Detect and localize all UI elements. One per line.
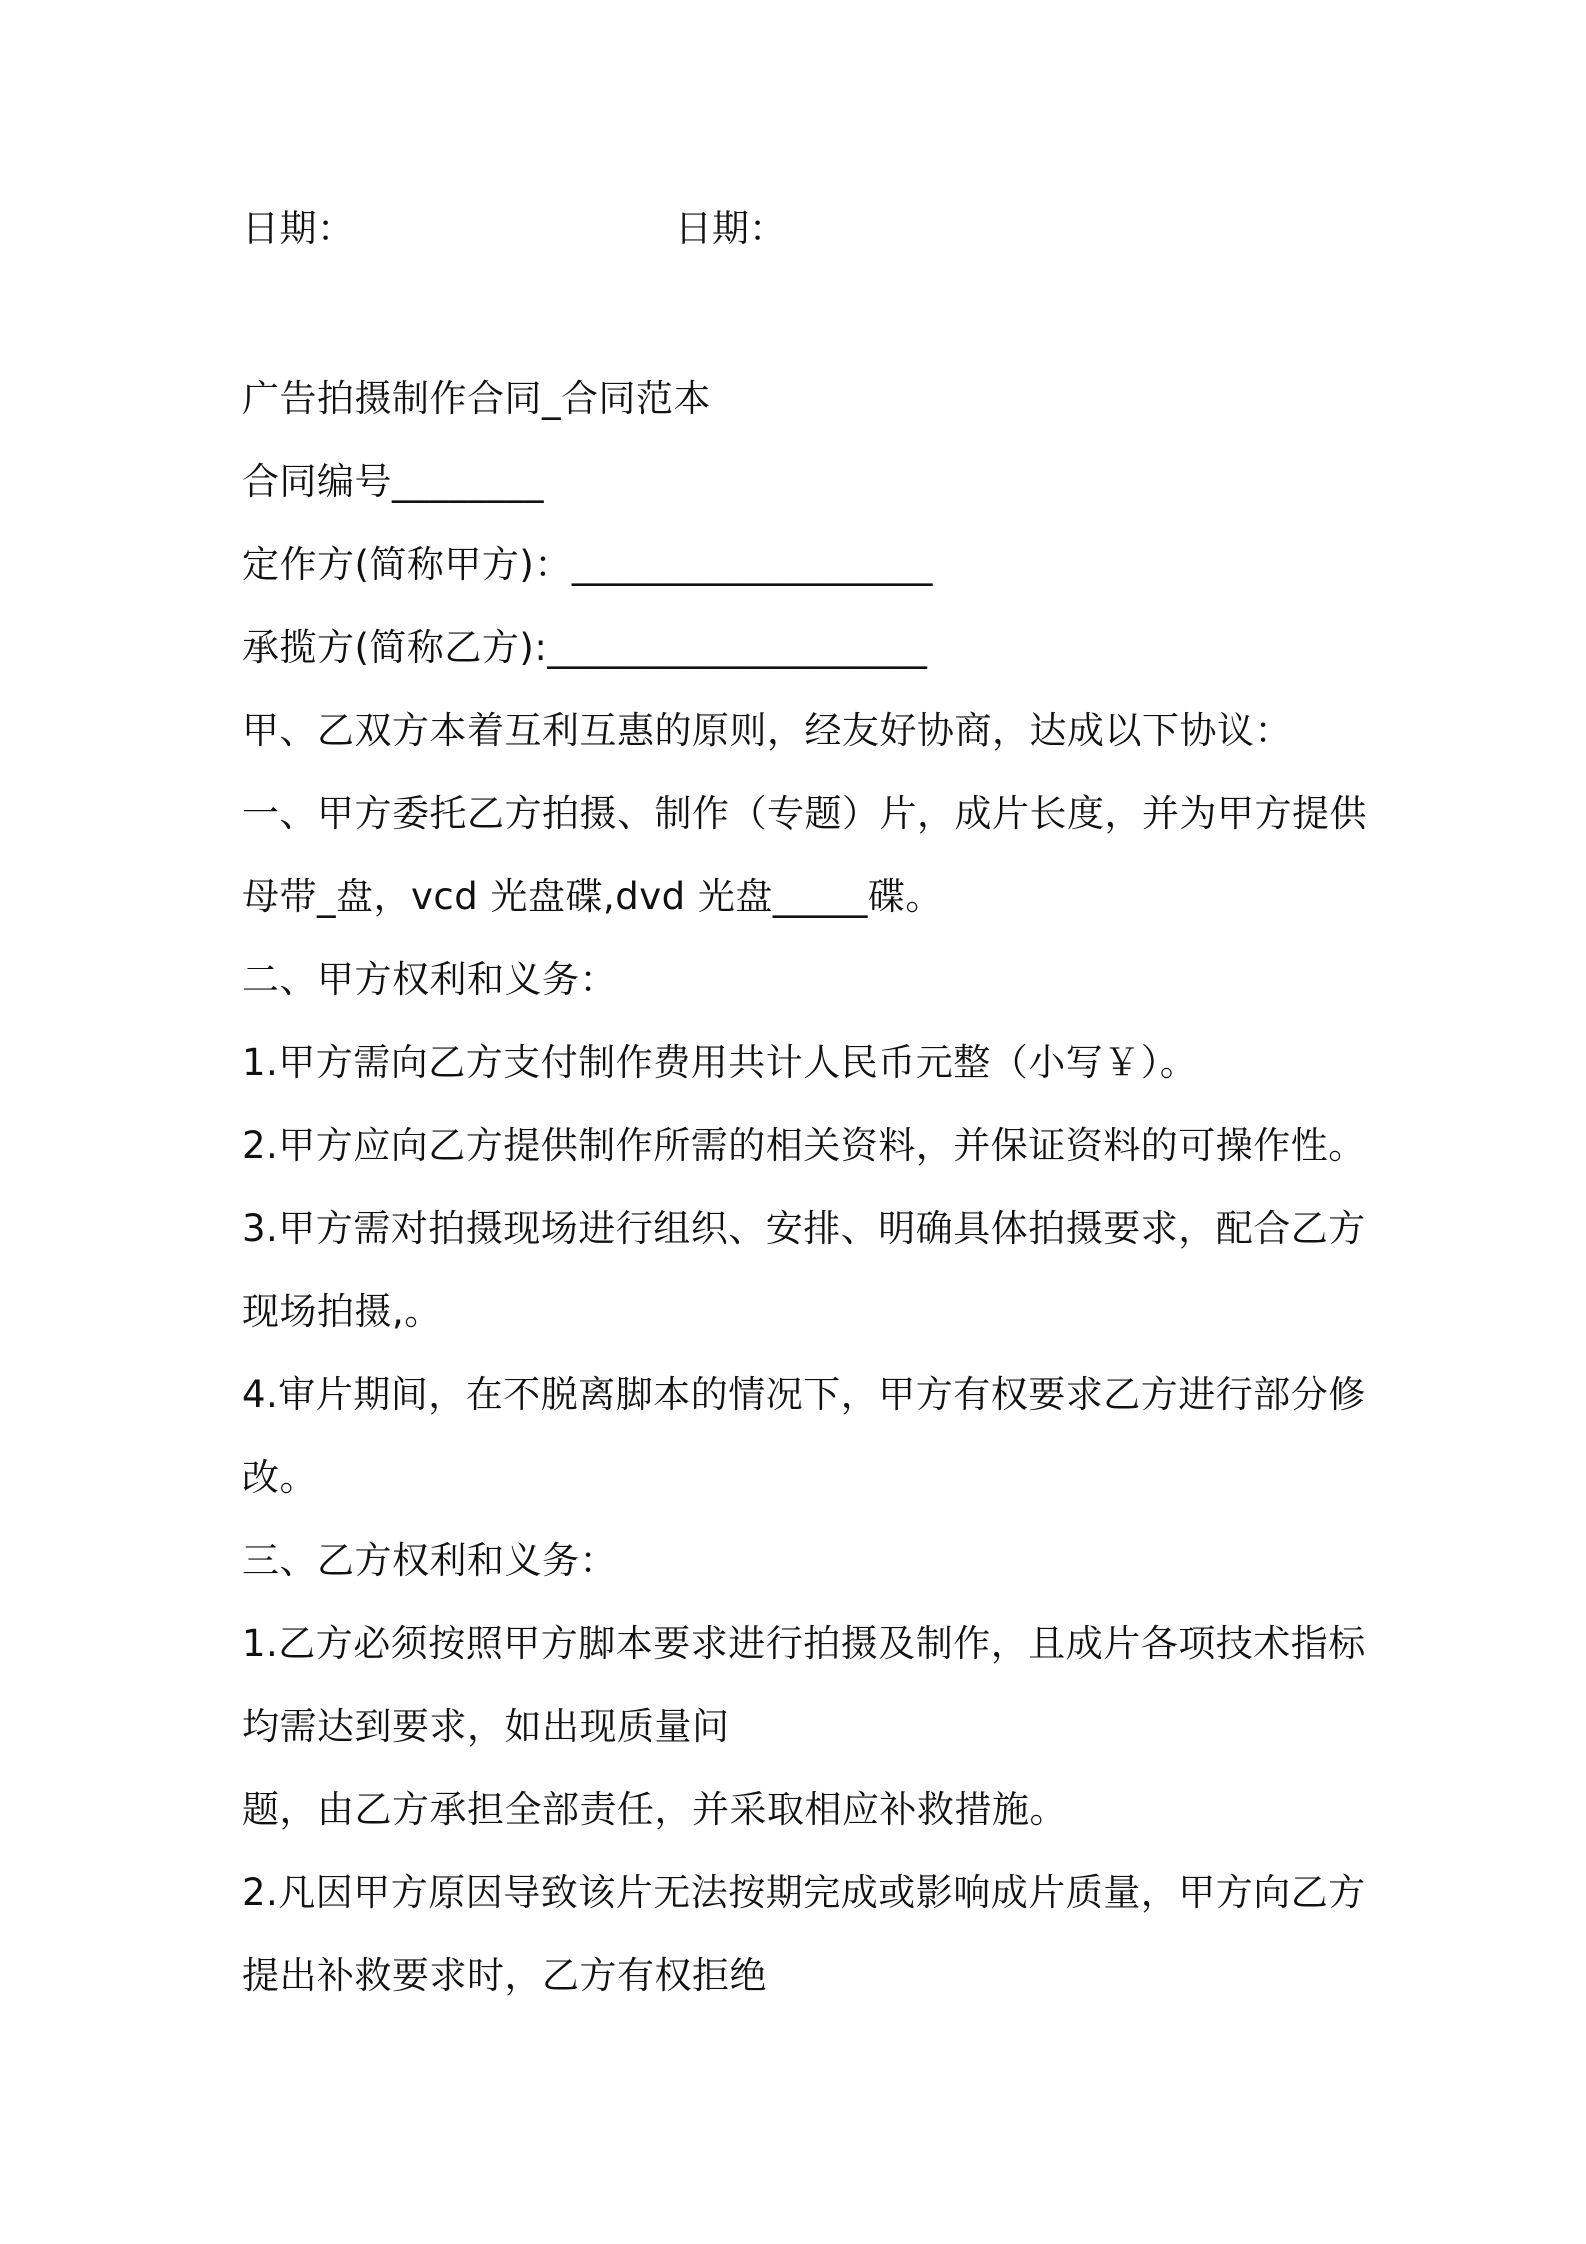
section-two-item-3-line-2: 现场拍摄,。 bbox=[242, 1290, 442, 1333]
party-a-line: 定作方(简称甲方)：___________________ bbox=[242, 543, 933, 586]
section-three-heading: 三、乙方权利和义务： bbox=[242, 1539, 617, 1582]
section-two-item-2: 2.甲方应向乙方提供制作所需的相关资料，并保证资料的可操作性。 bbox=[242, 1124, 1366, 1167]
section-two-heading: 二、甲方权利和义务： bbox=[242, 958, 617, 1001]
clause-one-line-2: 母带_盘，vcd 光盘碟,dvd 光盘_____碟。 bbox=[242, 875, 943, 918]
section-two-item-3-line-1: 3.甲方需对拍摄现场进行组织、安排、明确具体拍摄要求，配合乙方 bbox=[242, 1207, 1366, 1250]
section-two-item-4-line-2: 改。 bbox=[242, 1456, 317, 1499]
section-three-item-2-line-2: 提出补救要求时，乙方有权拒绝 bbox=[242, 1954, 767, 1997]
agreement-intro: 甲、乙双方本着互利互惠的原则，经友好协商，达成以下协议： bbox=[242, 709, 1292, 752]
section-two-item-1: 1.甲方需向乙方支付制作费用共计人民币元整（小写￥）。 bbox=[242, 1041, 1198, 1084]
document-title: 广告拍摄制作合同_合同范本 bbox=[242, 377, 711, 420]
section-two-item-4-line-1: 4.审片期间，在不脱离脚本的情况下，甲方有权要求乙方进行部分修 bbox=[242, 1373, 1366, 1416]
contract-number-line: 合同编号________ bbox=[242, 460, 544, 503]
section-three-item-2-line-1: 2.凡因甲方原因导致该片无法按期完成或影响成片质量，甲方向乙方 bbox=[242, 1871, 1366, 1914]
section-three-item-1-line-3: 题，由乙方承担全部责任，并采取相应补救措施。 bbox=[242, 1788, 1067, 1831]
section-three-item-1-line-2: 均需达到要求，如出现质量问 bbox=[242, 1705, 730, 1748]
date-label-right: 日期： bbox=[675, 207, 786, 250]
section-three-item-1-line-1: 1.乙方必须按照甲方脚本要求进行拍摄及制作，且成片各项技术指标 bbox=[242, 1622, 1366, 1665]
date-label-left: 日期： bbox=[242, 207, 355, 250]
clause-one-line-1: 一、甲方委托乙方拍摄、制作（专题）片，成片长度，并为甲方提供 bbox=[242, 792, 1367, 835]
party-b-line: 承揽方(简称乙方):____________________ bbox=[242, 626, 928, 669]
